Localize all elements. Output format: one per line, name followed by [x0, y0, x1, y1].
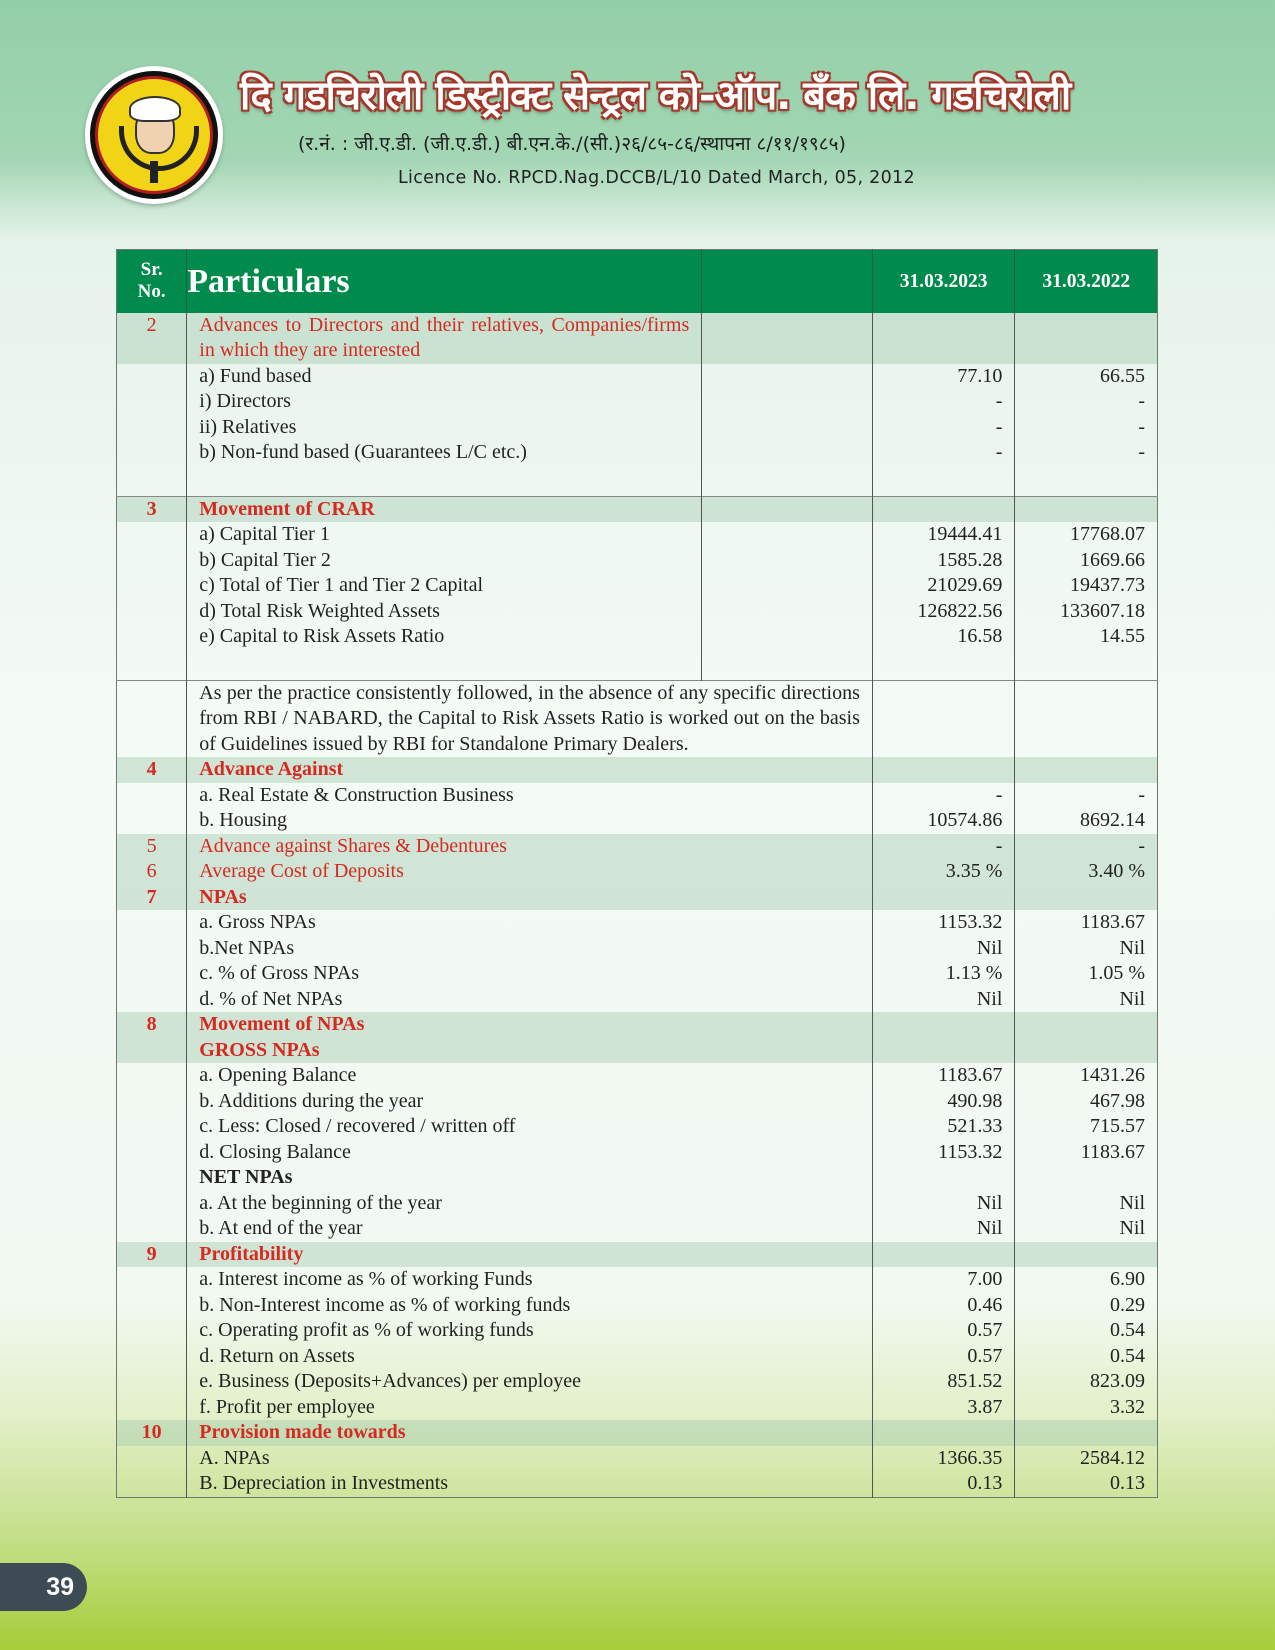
value-2022-cell [1015, 313, 1158, 364]
value-2023-cell: 0.57 [872, 1344, 1015, 1370]
value-2023-cell: Nil [872, 936, 1015, 962]
value-2022-cell [1015, 496, 1158, 522]
sr-no-cell [117, 1191, 187, 1217]
table-row [117, 1344, 1158, 1370]
blank-cell [702, 440, 873, 466]
sr-no-cell [117, 1344, 187, 1370]
value-2023-cell: 1153.32 [872, 1140, 1015, 1166]
value-2023-cell: 1183.67 [872, 1063, 1015, 1089]
value-2022-cell: 2584.12 [1015, 1446, 1158, 1472]
value-2023-cell [872, 1038, 1015, 1064]
table-row [117, 757, 1158, 783]
blank-cell [702, 313, 873, 364]
value-2023-cell [872, 1420, 1015, 1446]
table-row [117, 1140, 1158, 1166]
particulars-cell: Advance against Shares & Debentures [187, 834, 873, 860]
sr-no-cell [117, 936, 187, 962]
particulars-cell: d. Closing Balance [187, 1140, 873, 1166]
value-2022-cell: 1.05 % [1015, 961, 1158, 987]
spacer-cell [187, 650, 702, 681]
blank-cell [702, 548, 873, 574]
value-2022-cell: 3.32 [1015, 1395, 1158, 1421]
page-number-badge [0, 1563, 87, 1611]
sr-no-cell [117, 1395, 187, 1421]
column-header-2023: 31.03.2023 [872, 250, 1015, 313]
table-row [117, 389, 1158, 415]
sr-no-cell: 8 [117, 1012, 187, 1038]
value-2022-cell: 0.54 [1015, 1344, 1158, 1370]
value-2023-cell: 126822.56 [872, 599, 1015, 625]
sr-no-cell: 4 [117, 757, 187, 783]
page-number: 39 [46, 1573, 74, 1601]
particulars-cell: b) Non-fund based (Guarantees L/C etc.) [187, 440, 702, 466]
sr-no-cell: 10 [117, 1420, 187, 1446]
particulars-cell: c. Operating profit as % of working funds [187, 1318, 873, 1344]
value-2023-cell: 3.87 [872, 1395, 1015, 1421]
sr-no-cell [117, 1063, 187, 1089]
sr-no-cell [117, 987, 187, 1013]
value-2023-cell: 10574.86 [872, 808, 1015, 834]
particulars-cell: GROSS NPAs [187, 1038, 873, 1064]
value-2022-cell: - [1015, 415, 1158, 441]
table-row [117, 1471, 1158, 1497]
value-2023-cell: 521.33 [872, 1114, 1015, 1140]
particulars-cell: a. Gross NPAs [187, 910, 873, 936]
value-2023-cell [872, 1012, 1015, 1038]
table-row [117, 624, 1158, 650]
particulars-cell: d) Total Risk Weighted Assets [187, 599, 702, 625]
sr-no-cell [117, 1216, 187, 1242]
particulars-cell: b. At end of the year [187, 1216, 873, 1242]
sr-no-cell [117, 1089, 187, 1115]
sr-no-cell: 3 [117, 496, 187, 522]
value-2023-cell [872, 1242, 1015, 1268]
blank-cell [702, 624, 873, 650]
blank-cell [702, 599, 873, 625]
value-2023-cell: - [872, 834, 1015, 860]
value-2022-cell [1015, 1012, 1158, 1038]
particulars-cell: NPAs [187, 885, 873, 911]
value-2022-cell: 66.55 [1015, 364, 1158, 390]
value-2023-cell: 19444.41 [872, 522, 1015, 548]
value-2023-cell: 7.00 [872, 1267, 1015, 1293]
table-row [117, 573, 1158, 599]
particulars-cell: e. Business (Deposits+Advances) per employee [187, 1369, 873, 1395]
table-row [117, 961, 1158, 987]
sr-no-cell [117, 1369, 187, 1395]
value-2023-cell: - [872, 440, 1015, 466]
particulars-cell: Advance Against [187, 757, 873, 783]
table-row [117, 1242, 1158, 1268]
sr-no-cell [117, 1471, 187, 1497]
particulars-cell: a) Fund based [187, 364, 702, 390]
value-2022-cell: 1431.26 [1015, 1063, 1158, 1089]
value-2023-cell [872, 313, 1015, 364]
value-2022-cell: 1669.66 [1015, 548, 1158, 574]
value-2022-cell: 17768.07 [1015, 522, 1158, 548]
table-row [117, 808, 1158, 834]
value-2023-cell: Nil [872, 1216, 1015, 1242]
sr-no-cell [117, 1318, 187, 1344]
value-2022-cell: - [1015, 389, 1158, 415]
sr-no-cell [117, 910, 187, 936]
value-2022-cell: 715.57 [1015, 1114, 1158, 1140]
value-2023-cell: - [872, 389, 1015, 415]
particulars-cell: Profitability [187, 1242, 873, 1268]
sr-no-cell [117, 548, 187, 574]
value-2023-cell: 77.10 [872, 364, 1015, 390]
page-header [0, 0, 1275, 230]
table-row [117, 910, 1158, 936]
value-2022-cell: 0.54 [1015, 1318, 1158, 1344]
spacer-cell [117, 650, 187, 681]
table-row [117, 936, 1158, 962]
value-2022-cell: 823.09 [1015, 1369, 1158, 1395]
value-2022-cell: 1183.67 [1015, 1140, 1158, 1166]
table-row [117, 440, 1158, 466]
value-2022-cell: 0.29 [1015, 1293, 1158, 1319]
sr-no-cell: 6 [117, 859, 187, 885]
value-2022-cell: 14.55 [1015, 624, 1158, 650]
sr-no-cell [117, 599, 187, 625]
particulars-cell: c) Total of Tier 1 and Tier 2 Capital [187, 573, 702, 599]
blank-cell [702, 389, 873, 415]
table-row [117, 1063, 1158, 1089]
sr-no-cell [117, 680, 187, 757]
value-2022-cell: - [1015, 783, 1158, 809]
sr-no-cell [117, 1140, 187, 1166]
sr-no-cell [117, 573, 187, 599]
spacer-cell [117, 466, 187, 497]
table-row [117, 783, 1158, 809]
value-2023-cell [872, 496, 1015, 522]
spacer-cell [187, 466, 702, 497]
sr-no-cell [117, 961, 187, 987]
value-2022-cell: 6.90 [1015, 1267, 1158, 1293]
particulars-cell: Movement of NPAs [187, 1012, 873, 1038]
sr-no-cell [117, 364, 187, 390]
value-2023-cell: 490.98 [872, 1089, 1015, 1115]
spacer-cell [872, 466, 1015, 497]
sr-no-cell [117, 522, 187, 548]
particulars-cell: a. Opening Balance [187, 1063, 873, 1089]
bank-name-title: दि गडचिरोली डिस्ट्रीक्ट सेन्ट्रल को-ऑप. बँक लि. गडचिरोली [240, 73, 1071, 119]
table-header-row [117, 250, 1158, 313]
table-row [117, 599, 1158, 625]
table-row [117, 313, 1158, 364]
value-2022-cell: Nil [1015, 1216, 1158, 1242]
blank-cell [702, 364, 873, 390]
value-2023-cell: 0.57 [872, 1318, 1015, 1344]
bank-emblem-icon [85, 66, 223, 204]
particulars-cell: i) Directors [187, 389, 702, 415]
registration-number: (र.नं. : जी.ए.डी. (जी.ए.डी.) बी.एन.के./(सी.)२६/८५-८६/स्थापना ८/११/१९८५) [298, 133, 846, 155]
spacer-cell [872, 650, 1015, 681]
table-row [117, 987, 1158, 1013]
value-2023-cell: - [872, 783, 1015, 809]
value-2022-cell: - [1015, 834, 1158, 860]
table-row [117, 1012, 1158, 1038]
value-2022-cell: 467.98 [1015, 1089, 1158, 1115]
value-2022-cell [1015, 680, 1158, 757]
table-row [117, 1114, 1158, 1140]
spacer-row [117, 650, 1158, 681]
table-row [117, 1293, 1158, 1319]
particulars-cell: f. Profit per employee [187, 1395, 873, 1421]
value-2022-cell [1015, 1420, 1158, 1446]
particulars-cell: NET NPAs [187, 1165, 873, 1191]
table-row [117, 496, 1158, 522]
value-2022-cell [1015, 757, 1158, 783]
sr-no-cell: 7 [117, 885, 187, 911]
table-row [117, 1165, 1158, 1191]
value-2022-cell: 19437.73 [1015, 573, 1158, 599]
sr-no-cell [117, 783, 187, 809]
value-2022-cell: 3.40 % [1015, 859, 1158, 885]
particulars-cell: a. Real Estate & Construction Business [187, 783, 873, 809]
no-label: No. [137, 281, 166, 303]
value-2022-cell: Nil [1015, 987, 1158, 1013]
particulars-cell: a. At the beginning of the year [187, 1191, 873, 1217]
sr-no-cell [117, 808, 187, 834]
blank-cell [702, 573, 873, 599]
value-2023-cell: 16.58 [872, 624, 1015, 650]
value-2022-cell: 0.13 [1015, 1471, 1158, 1497]
value-2022-cell [1015, 1242, 1158, 1268]
column-header-blank [702, 250, 873, 313]
spacer-cell [1015, 466, 1158, 497]
column-header-2022: 31.03.2022 [1042, 270, 1131, 292]
sr-no-cell [117, 1293, 187, 1319]
table-row [117, 1420, 1158, 1446]
sr-no-cell: 9 [117, 1242, 187, 1268]
disclosure-table [116, 249, 1158, 1498]
sr-no-cell: 5 [117, 834, 187, 860]
particulars-cell: b. Additions during the year [187, 1089, 873, 1115]
particulars-cell: e) Capital to Risk Assets Ratio [187, 624, 702, 650]
spacer-cell [702, 650, 873, 681]
value-2023-cell: 21029.69 [872, 573, 1015, 599]
licence-number: Licence No. RPCD.Nag.DCCB/L/10 Dated March, 05, 2012 [398, 168, 915, 188]
particulars-cell: b.Net NPAs [187, 936, 873, 962]
value-2023-cell: - [872, 415, 1015, 441]
table-row [117, 522, 1158, 548]
particulars-cell: b. Housing [187, 808, 873, 834]
particulars-cell: ii) Relatives [187, 415, 702, 441]
sr-no-cell: 2 [117, 313, 187, 364]
value-2023-cell: 1585.28 [872, 548, 1015, 574]
sr-no-cell [117, 389, 187, 415]
value-2023-cell: 0.13 [872, 1471, 1015, 1497]
table-body [117, 313, 1158, 1498]
sr-no-cell [117, 440, 187, 466]
value-2023-cell [872, 1165, 1015, 1191]
sr-no-cell [117, 1267, 187, 1293]
particulars-cell: Provision made towards [187, 1420, 873, 1446]
sr-label: Sr. [140, 259, 163, 281]
sr-no-cell [117, 415, 187, 441]
sr-no-cell [117, 1038, 187, 1064]
blank-cell [702, 415, 873, 441]
particulars-cell: a) Capital Tier 1 [187, 522, 702, 548]
particulars-cell: b. Non-Interest income as % of working funds [187, 1293, 873, 1319]
value-2023-cell: 0.46 [872, 1293, 1015, 1319]
particulars-cell: Movement of CRAR [187, 496, 702, 522]
particulars-cell: c. Less: Closed / recovered / written off [187, 1114, 873, 1140]
value-2022-cell: 133607.18 [1015, 599, 1158, 625]
value-2023-cell: 1153.32 [872, 910, 1015, 936]
sr-no-cell [117, 624, 187, 650]
value-2023-cell: 1.13 % [872, 961, 1015, 987]
particulars-cell: b) Capital Tier 2 [187, 548, 702, 574]
spacer-cell [702, 466, 873, 497]
table-row [117, 859, 1158, 885]
table-row [117, 1191, 1158, 1217]
blank-cell [702, 522, 873, 548]
value-2023-cell: 851.52 [872, 1369, 1015, 1395]
column-header-sr-no [117, 250, 187, 313]
table-row [117, 1267, 1158, 1293]
blank-cell [702, 496, 873, 522]
table-row [117, 548, 1158, 574]
value-2023-cell: Nil [872, 1191, 1015, 1217]
table-row [117, 1038, 1158, 1064]
table-row [117, 1089, 1158, 1115]
value-2022-cell: - [1015, 440, 1158, 466]
value-2023-cell: Nil [872, 987, 1015, 1013]
value-2023-cell: 1366.35 [872, 1446, 1015, 1472]
table-row [117, 680, 1158, 757]
particulars-cell: Average Cost of Deposits [187, 859, 873, 885]
sr-no-cell [117, 1165, 187, 1191]
particulars-cell: a. Interest income as % of working Funds [187, 1267, 873, 1293]
particulars-cell: As per the practice consistently followed, in the absence of any specific directions from RBI / NABARD, the Capital to Risk Assets Ratio is worked out on the basis of Guidelines issued by RBI for Standalone Primary Dealers. [187, 680, 873, 757]
table-row [117, 834, 1158, 860]
sr-no-cell [117, 1446, 187, 1472]
particulars-cell: c. % of Gross NPAs [187, 961, 873, 987]
value-2022-cell: Nil [1015, 936, 1158, 962]
value-2022-cell: Nil [1015, 1191, 1158, 1217]
value-2022-cell: 1183.67 [1015, 910, 1158, 936]
table-row [117, 1318, 1158, 1344]
value-2022-cell: 8692.14 [1015, 808, 1158, 834]
value-2023-cell: 3.35 % [872, 859, 1015, 885]
table-row [117, 415, 1158, 441]
table-row [117, 364, 1158, 390]
table-row [117, 1395, 1158, 1421]
particulars-cell: d. Return on Assets [187, 1344, 873, 1370]
value-2023-cell [872, 885, 1015, 911]
spacer-cell [1015, 650, 1158, 681]
table-row [117, 885, 1158, 911]
sr-no-cell [117, 1114, 187, 1140]
table-row [117, 1216, 1158, 1242]
particulars-cell: d. % of Net NPAs [187, 987, 873, 1013]
table-row [117, 1369, 1158, 1395]
particulars-cell: A. NPAs [187, 1446, 873, 1472]
value-2022-cell [1015, 1165, 1158, 1191]
particulars-cell: B. Depreciation in Investments [187, 1471, 873, 1497]
value-2022-cell [1015, 1038, 1158, 1064]
spacer-row [117, 466, 1158, 497]
value-2022-cell [1015, 885, 1158, 911]
particulars-cell: Advances to Directors and their relatives, Companies/firms in which they are interested [187, 313, 702, 364]
value-2023-cell [872, 757, 1015, 783]
column-header-particulars: Particulars [187, 250, 702, 313]
table-row [117, 1446, 1158, 1472]
value-2023-cell [872, 680, 1015, 757]
